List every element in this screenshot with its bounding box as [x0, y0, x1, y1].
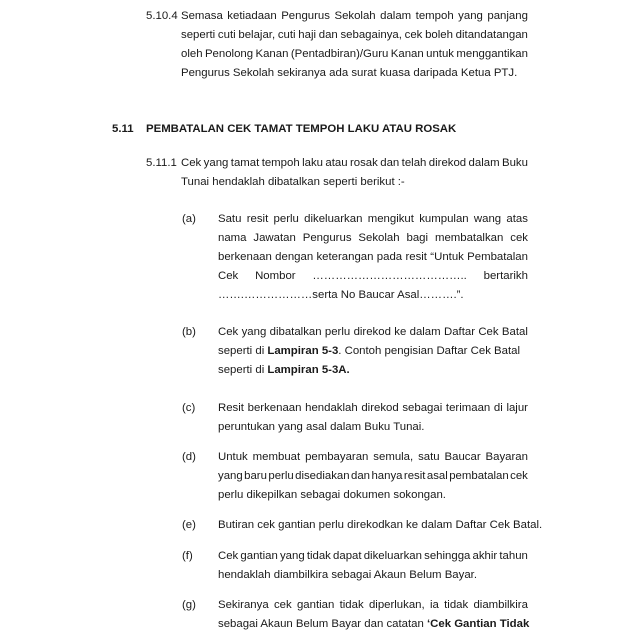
dots: ………………………………….. [312, 270, 467, 282]
text-line: peruntukan yang asal dalam Buku Tunai. [218, 421, 425, 433]
text-line [218, 270, 528, 282]
text-line: oleh Penolong Kanan (Pentadbiran)/Guru Kanan untuk menggantikan [181, 48, 528, 60]
text-line: Cek yang tamat tempoh laku atau rosak dan telah direkod dalam Buku [181, 157, 528, 169]
section-title: PEMBATALAN CEK TAMAT TEMPOH LAKU ATAU ROSAK [146, 123, 457, 135]
text-line: Untuk membuat pembayaran semula, satu Baucar Bayaran [218, 451, 528, 463]
text-line: Satu resit perlu dikeluarkan mengikut kumpulan wang atas [218, 213, 528, 225]
text-line: yang baru perlu disediakan dan hanya resit asal pembatalan cek [218, 470, 528, 482]
text-line: berkenaan dengan keterangan pada resit “Untuk Pembatalan [218, 251, 528, 263]
section-number: 5.10.4 [146, 10, 178, 22]
text-line: hendaklah diambilkira sebagai Akaun Belum Bayar. [218, 569, 477, 581]
text-run: seperti di Lampiran 5-3. Contoh pengisian Daftar Cek Batal [218, 345, 521, 357]
item-label: (g) [182, 599, 196, 611]
item-label: (f) [182, 550, 193, 562]
section-number: 5.11 [112, 123, 134, 135]
text-line: Butiran cek gantian perlu direkodkan ke dalam Daftar Cek Batal. [218, 519, 543, 531]
item-label: (e) [182, 519, 196, 531]
text-line: perlu dikepilkan sebagai dokumen sokongan. [218, 489, 446, 501]
item-label: (a) [182, 213, 196, 225]
word: bertarikh [483, 270, 528, 282]
word: Nombor [255, 270, 296, 282]
appendix-ref: Lampiran 5-3 [267, 345, 339, 357]
text-line: Cek gantian yang tidak dapat dikeluarkan sehingga akhir tahun [218, 550, 528, 562]
text-line: seperti cuti belajar, cuti haji dan sebagainya, cek boleh ditandatangan [181, 29, 528, 41]
text-line [218, 345, 528, 357]
item-label: (d) [182, 451, 196, 463]
text-line: seperti di Lampiran 5-3A. [218, 364, 350, 376]
text-line: sebagai Akaun Belum Bayar dan catatan ‘Cek Gantian Tidak [218, 618, 530, 630]
word: Cek [218, 270, 239, 282]
bold-phrase: ‘Cek Gantian Tidak [426, 618, 530, 630]
text-line: Cek yang dibatalkan perlu direkod ke dalam Daftar Cek Batal [218, 326, 528, 338]
text-line: …….………………serta No Baucar Asal……….”. [218, 289, 464, 301]
section-number: 5.11.1 [146, 157, 177, 169]
item-label: (b) [182, 326, 196, 338]
text-line: Semasa ketiadaan Pengurus Sekolah dalam tempoh yang panjang [181, 10, 528, 22]
text-line: nama Jawatan Pengurus Sekolah bagi membatalkan cek [218, 232, 528, 244]
appendix-ref: Lampiran 5-3A. [267, 364, 350, 376]
text-line: Pengurus Sekolah sekiranya ada surat kuasa daripada Ketua PTJ. [181, 67, 518, 79]
text-line: Tunai hendaklah dibatalkan seperti berikut :- [181, 176, 405, 188]
text-line: Resit berkenaan hendaklah direkod sebagai terimaan di lajur [218, 402, 528, 414]
text-line: Sekiranya cek gantian tidak diperlukan, ia tidak diambilkira [218, 599, 528, 611]
item-label: (c) [182, 402, 196, 414]
